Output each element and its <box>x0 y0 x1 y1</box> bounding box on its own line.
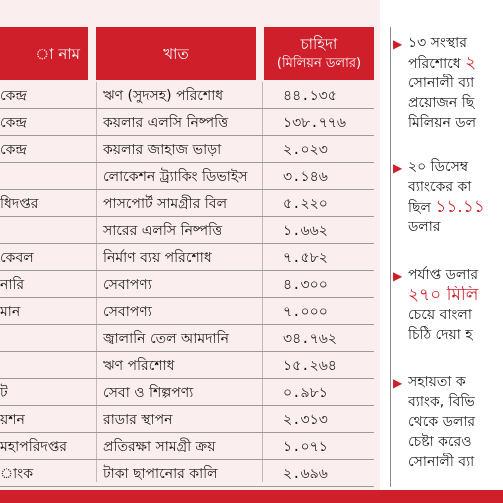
sector-cell: কয়লার এলসি নিষ্পত্তি <box>103 115 229 131</box>
organization-name-cell: াংক <box>0 466 33 482</box>
note-line <box>408 393 503 412</box>
table-row <box>0 408 374 433</box>
table-row <box>0 273 374 298</box>
note-text: চিঠি দেয়া হ <box>408 327 473 343</box>
demand-value-cell: ২.৬৯৬ <box>283 466 328 482</box>
note-line <box>408 54 503 74</box>
note-text: ব্যাংকের কা <box>408 179 472 195</box>
note-line <box>408 158 503 177</box>
header-sector-label: খাত <box>163 44 189 63</box>
demand-value-cell: ২.৩১৩ <box>283 412 328 428</box>
sector-cell: জ্বালানি তেল আমদানি <box>103 331 229 347</box>
note-line <box>408 218 503 237</box>
organization-name-cell: কেবল <box>0 250 34 266</box>
demand-value-cell: ৩৪.৭৬২ <box>283 331 337 347</box>
demand-value-cell: ৪.৩০০ <box>283 277 328 293</box>
note-line <box>408 326 503 345</box>
note-line <box>408 373 503 392</box>
triangle-right-icon: ▶ <box>393 161 403 175</box>
sector-cell: কয়লার জাহাজ ভাড়া <box>103 142 222 158</box>
note-text: সহায়তা ক <box>408 374 466 390</box>
note-line <box>408 178 503 197</box>
note-text: পরিশোধে <box>408 56 461 72</box>
note-line <box>408 74 503 93</box>
triangle-right-icon: ▶ <box>393 376 403 390</box>
sector-cell: লোকেশন ট্র্যাকিং ডিভাইস <box>103 169 248 185</box>
table-row <box>0 246 374 271</box>
note-text: ডলার <box>408 219 441 235</box>
table-row <box>0 435 374 460</box>
sector-cell: সেবা ও শিল্পপণ্য <box>103 385 194 401</box>
sector-cell: ঋণ (সুদসহ) পরিশোধ <box>103 88 224 104</box>
table-row <box>0 111 374 136</box>
sector-cell: টাকা ছাপানোর কালি <box>103 466 218 482</box>
demand-value-cell: ১৩৮.৭৭৬ <box>283 115 347 131</box>
note-line <box>408 286 503 306</box>
note-line <box>408 413 503 432</box>
note-text: মিলিয়ন ডল <box>408 115 477 131</box>
organization-name-cell: মান <box>0 304 21 320</box>
note-highlight: ১১.১১ <box>435 198 485 217</box>
table-row <box>0 219 374 244</box>
table-row <box>0 192 374 217</box>
header-demand-label: চাহিদা <box>300 34 338 53</box>
table-row <box>0 327 374 352</box>
note-text: সোনালী ব্যা <box>408 75 475 91</box>
note-text: থেকে ডলার <box>408 414 476 430</box>
triangle-right-icon: ▶ <box>393 269 403 283</box>
demand-value-cell: ৭.০০০ <box>283 304 328 320</box>
demand-value-cell: ১.০৭১ <box>283 439 328 455</box>
organization-name-cell: মহাপরিদপ্তর <box>0 439 67 455</box>
note-line <box>408 453 503 472</box>
organization-name-cell: ট <box>0 385 8 401</box>
table-row <box>0 300 374 325</box>
demand-value-cell: ৩.১৪৬ <box>283 169 328 185</box>
header-demand <box>264 27 374 80</box>
table-row <box>0 165 374 190</box>
table-row <box>0 138 374 163</box>
demand-value-cell: ১.৬৬২ <box>283 223 328 239</box>
note-highlight: ২৭০ মিলি <box>408 286 479 305</box>
demand-value-cell: ৫.২২০ <box>283 196 328 212</box>
note-line <box>408 34 503 53</box>
note-text: চেষ্টা করেও <box>408 434 472 450</box>
note-text: প্রয়োজন ছি <box>408 95 475 111</box>
note-line <box>408 198 503 218</box>
note-text: ব্যাংক, বিভি <box>408 394 475 410</box>
sector-cell: নির্মাণ ব্যয় পরিশোধ <box>103 250 212 266</box>
table-row <box>0 354 374 379</box>
note-line <box>408 433 503 452</box>
organization-name-cell: কেন্দ্র <box>0 115 27 131</box>
organization-name-cell: নারি <box>0 277 25 293</box>
demand-value-cell: ৭.৫৮২ <box>283 250 328 266</box>
table-row <box>0 462 374 487</box>
sector-cell: পাসপোর্ট সামগ্রীর বিল <box>103 196 228 212</box>
sector-cell: রাডার স্থাপন <box>103 412 173 428</box>
table-row <box>0 381 374 406</box>
sector-cell: সারের এলসি নিষ্পত্তি <box>103 223 223 239</box>
header-sector <box>96 27 256 80</box>
demand-value-cell: ২.০২৩ <box>283 142 328 158</box>
organization-name-cell: য়শন <box>0 412 25 428</box>
sector-cell: প্রতিরক্ষা সামগ্রী ক্রয় <box>103 439 216 455</box>
demand-value-cell: ১৫.২৬৪ <box>283 358 337 374</box>
note-text: চেয়ে বাংলা <box>408 307 472 323</box>
header-demand-unit: (মিলিয়ন ডলার) <box>276 55 362 71</box>
header-organization-name-label: া নাম <box>35 44 80 63</box>
organization-name-cell: কেন্দ্র <box>0 142 27 158</box>
note-text: ২০ ডিসেম্ব <box>408 159 469 175</box>
note-text: পর্যাপ্ত ডলার <box>408 267 479 283</box>
note-text: ১৩ সংস্থার <box>408 35 467 51</box>
sector-cell: সেবাপণ্য <box>103 304 152 320</box>
note-line <box>408 114 503 133</box>
organization-name-cell: কেন্দ্র <box>0 88 27 104</box>
bottom-accent-bar <box>0 490 503 503</box>
note-line <box>408 306 503 325</box>
sector-cell: ঋণ পরিশোধ <box>103 358 175 374</box>
demand-value-cell: ৪৪.১৩৫ <box>283 88 337 104</box>
note-highlight: ২ <box>465 54 477 73</box>
triangle-right-icon: ▶ <box>393 37 403 51</box>
note-text: ছিল <box>408 200 431 216</box>
note-text: সোনালী ব্যা <box>408 454 475 470</box>
header-organization-name <box>0 27 88 80</box>
section-divider <box>390 27 391 487</box>
table-row <box>0 84 374 109</box>
note-line <box>408 266 503 285</box>
sector-cell: সেবাপণ্য <box>103 277 152 293</box>
note-line <box>408 94 503 113</box>
organization-name-cell: ধিদপ্তর <box>0 196 39 212</box>
demand-value-cell: ০.৯৮১ <box>283 385 328 401</box>
